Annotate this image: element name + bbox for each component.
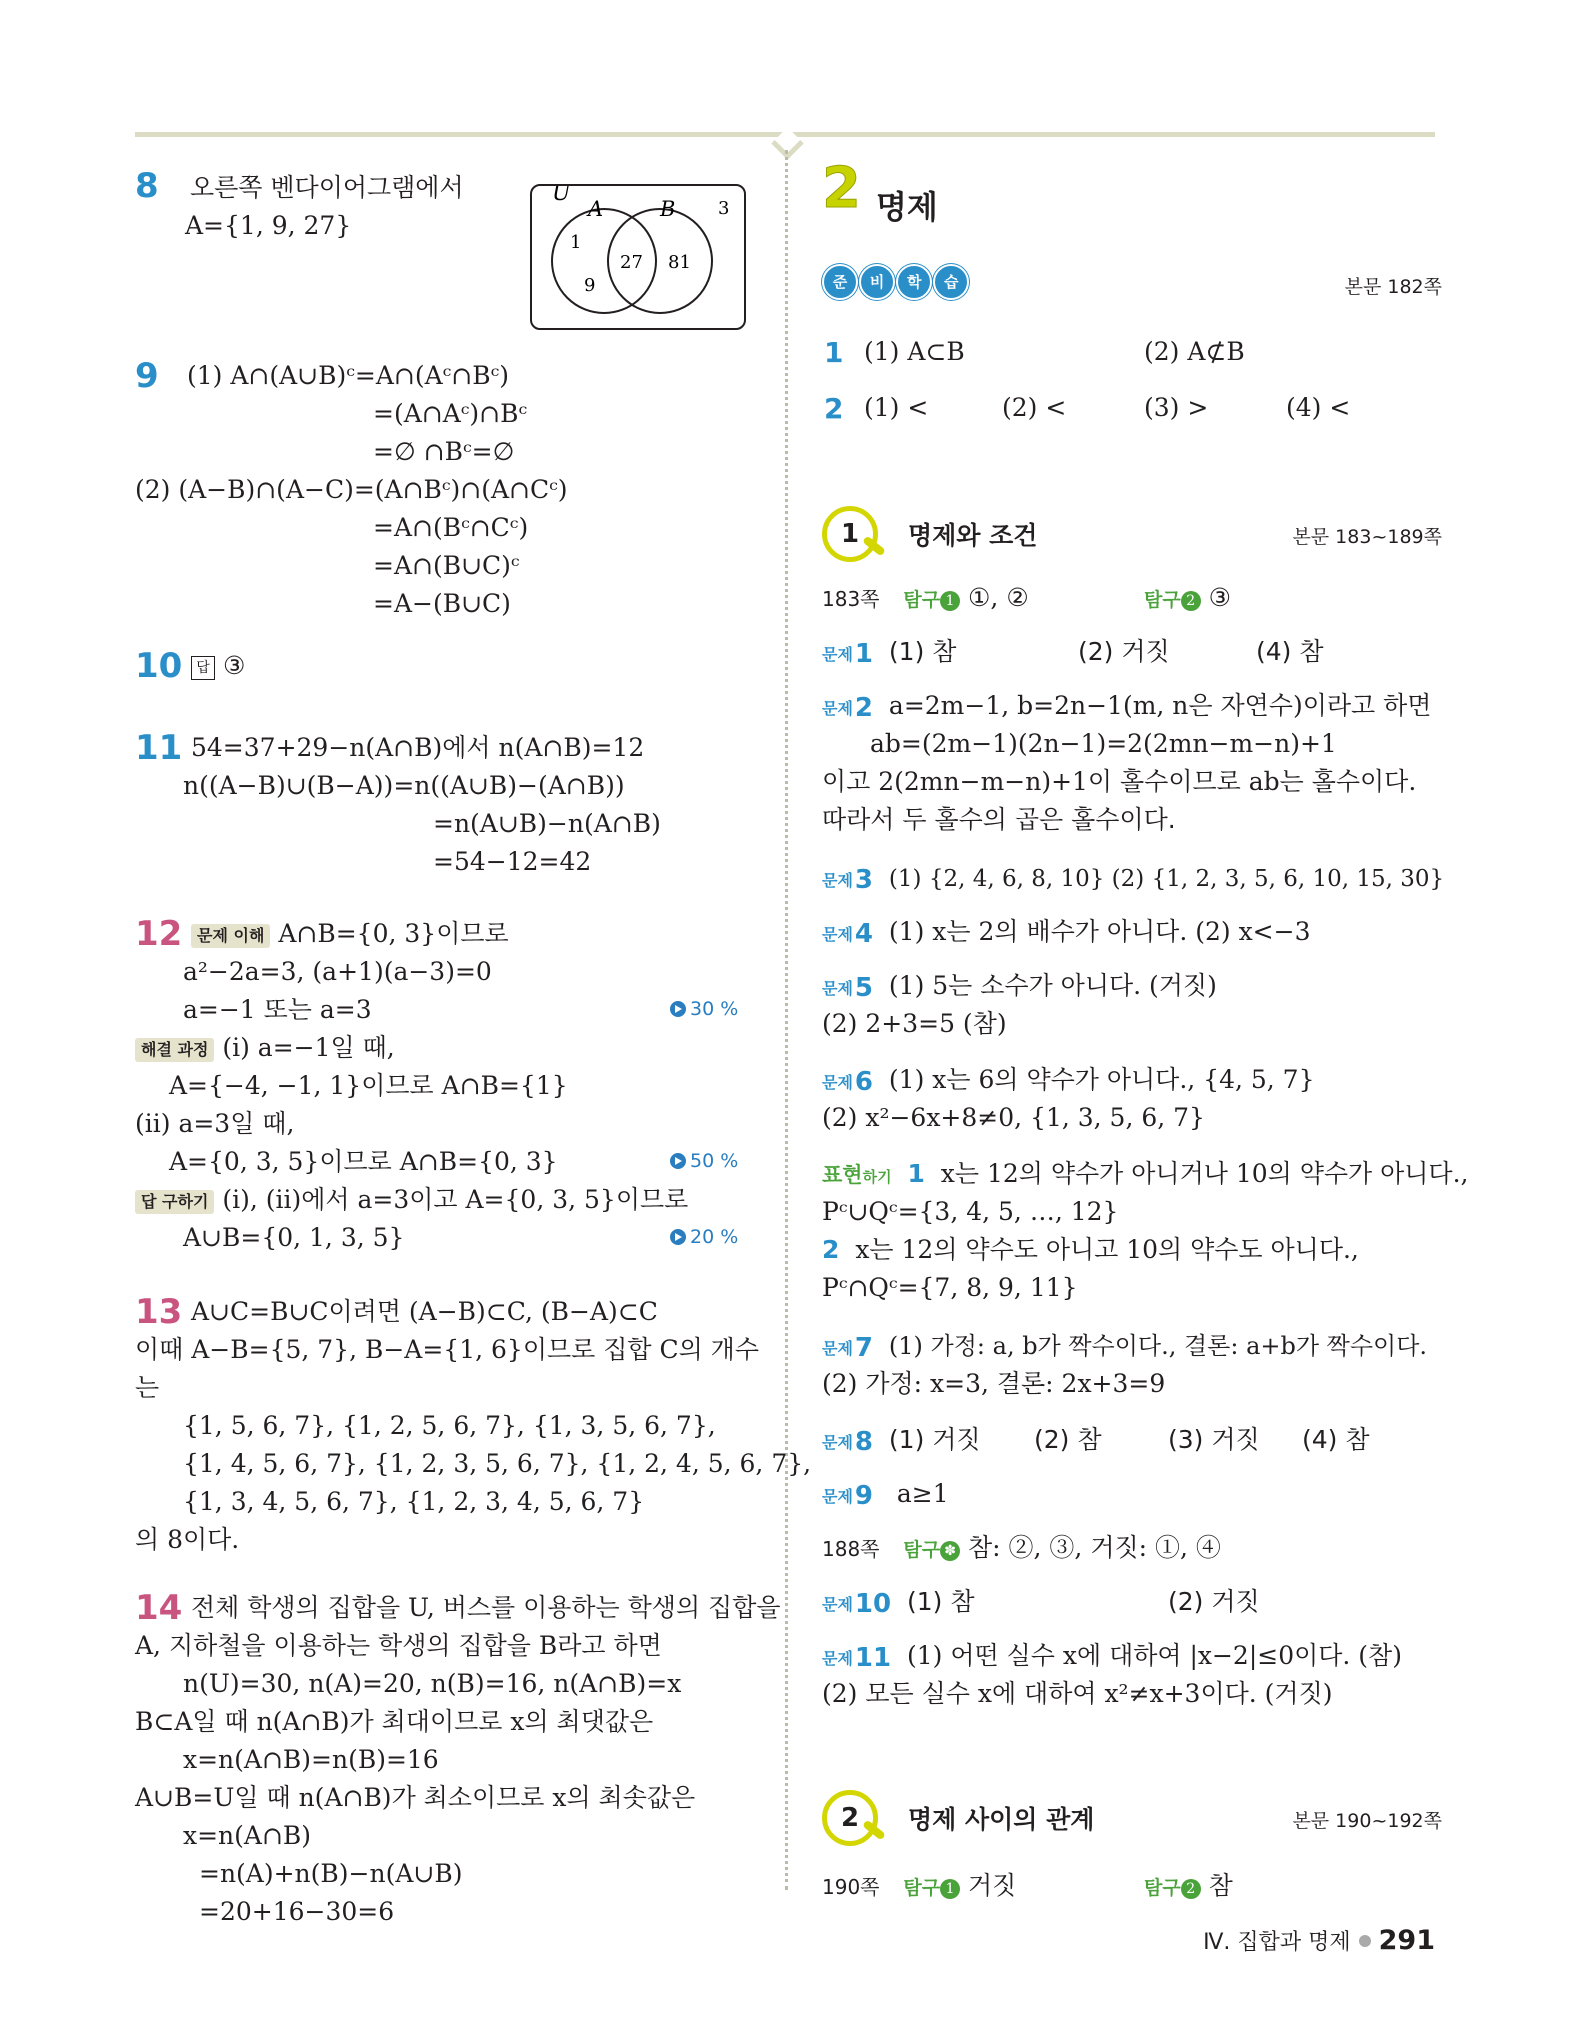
- page-footer: [1203, 1925, 1435, 1956]
- problem-9-line: (1) A∩(A∪B)ᶜ=A∩(Aᶜ∩Bᶜ): [187, 361, 510, 390]
- venn-diagram-svg: [532, 186, 744, 328]
- problem-4: 문제4 (1) x는 2의 배수가 아니다. (2) x<−3: [822, 917, 1311, 949]
- problem-9-line: =(A∩Aᶜ)∩Bᶜ: [373, 399, 528, 428]
- problem-13-line: {1, 5, 6, 7}, {1, 2, 5, 6, 7}, {1, 3, 5, 6, 7},: [183, 1411, 716, 1440]
- problem-12-line-8: [135, 1184, 688, 1216]
- prep-badge: 학: [896, 264, 932, 300]
- explore-190: 190쪽 탐구 1 거짓: [822, 1871, 1017, 1900]
- explore-188: 188쪽 탐구 ✽ 참: ②, ③, 거짓: ①, ④: [822, 1533, 1221, 1562]
- problem-5: 문제5 (1) 5는 소수가 아니다. (거짓): [822, 971, 1217, 1003]
- prep-badge: 비: [859, 264, 895, 300]
- problem-12-text: A∩B={0, 3}이므로: [278, 919, 509, 948]
- problem-10-b: (2) 거짓: [1168, 1587, 1260, 1616]
- subsection-2-title: 명제 사이의 관계: [908, 1805, 1095, 1834]
- tag-understand: 문제 이해: [191, 924, 270, 948]
- subsection-1-ref: 본문 183~189쪽: [1292, 526, 1442, 548]
- problem-11-line: 54=37+29−n(A∩B)에서 n(A∩B)=12: [191, 733, 645, 762]
- problem-14-line: n(U)=30, n(A)=20, n(B)=16, n(A∩B)=x: [183, 1669, 682, 1698]
- subsection-1-title: 명제와 조건: [908, 521, 1038, 550]
- problem-7: 문제7 (1) 가정: a, b가 짝수이다., 결론: a+b가 짝수이다.: [822, 1332, 1428, 1363]
- problem-14-line: A∪B=U일 때 n(A∩B)가 최소이므로 x의 최솟값은: [135, 1783, 696, 1812]
- prep-1-a: (1) A⊂B: [864, 337, 965, 366]
- prep-2-number: 2: [824, 392, 844, 425]
- problem-3: 문제3 (1) {2, 4, 6, 8, 10} (2) {1, 2, 3, 5, 6, 10, 15, 30}: [822, 865, 1445, 895]
- venn-label-a: A: [588, 197, 604, 221]
- problem-7-line-2: (2) 가정: x=3, 결론: 2x+3=9: [822, 1369, 1166, 1398]
- problem-14-line: x=n(A∩B): [183, 1821, 312, 1850]
- venn-value-3: 3: [718, 198, 730, 219]
- problem-8-d: (4) 참: [1302, 1425, 1370, 1454]
- problem-12-line: A={0, 3, 5}이므로 A∩B={0, 3}: [169, 1147, 558, 1176]
- tag-process: 해결 과정: [135, 1038, 214, 1062]
- problem-8-number: 8: [135, 166, 159, 206]
- expression-1: 표현하기 1 x는 12의 약수가 아니거나 10의 약수가 아니다.,: [822, 1159, 1469, 1188]
- problem-13-line: A∪C=B∪C이려면 (A−B)⊂C, (B−A)⊂C: [191, 1297, 658, 1326]
- section-title: 명제: [876, 188, 938, 226]
- section-number: 2: [822, 156, 861, 221]
- prep-ref: 본문 182쪽: [1344, 276, 1442, 298]
- problem-2-line: ab=(2m−1)(2n−1)=2(2mn−m−n)+1: [870, 729, 1337, 758]
- prep-badges: [822, 264, 965, 300]
- problem-9-number: 9: [135, 356, 159, 396]
- problem-14-line: =n(A)+n(B)−n(A∪B): [199, 1859, 463, 1888]
- prep-2-c: (3) >: [1144, 393, 1209, 422]
- problem-14-line: =20+16−30=6: [199, 1897, 395, 1926]
- problem-12-line-4: [135, 1032, 395, 1064]
- problem-2: 문제2 a=2m−1, b=2n−1(m, n은 자연수)이라고 하면: [822, 691, 1432, 723]
- problem-9-line: =∅ ∩Bᶜ=∅: [373, 437, 515, 466]
- problem-11-number: 11: [135, 728, 183, 768]
- score-20: 20 %: [670, 1226, 738, 1248]
- problem-10-answer-value: ③: [222, 651, 246, 680]
- problem-14-line: 전체 학생의 집합을 U, 버스를 이용하는 학생의 집합을: [191, 1593, 781, 1622]
- problem-11-line: =54−12=42: [433, 847, 592, 876]
- problem-14-line: x=n(A∩B)=n(B)=16: [183, 1745, 439, 1774]
- page-number: 291: [1378, 1925, 1435, 1956]
- problem-8-b: (2) 참: [1034, 1425, 1102, 1454]
- problem-12-text: (i) a=−1일 때,: [222, 1033, 395, 1062]
- problem-11-line-2: (2) 모든 실수 x에 대하여 x²≠x+3이다. (거짓): [822, 1679, 1333, 1708]
- problem-13-number: 13: [135, 1292, 183, 1332]
- venn-value-1: 1: [570, 232, 582, 253]
- problem-8-line-2: A={1, 9, 27}: [185, 211, 352, 240]
- footer-dot-icon: [1359, 1935, 1371, 1947]
- problem-12-line: A={−4, −1, 1}이므로 A∩B={1}: [169, 1071, 568, 1100]
- problem-12-line: A∪B={0, 1, 3, 5}: [183, 1223, 405, 1252]
- problem-1-c: (4) 참: [1256, 637, 1324, 666]
- play-icon: [670, 1153, 686, 1169]
- prep-2-b: (2) <: [1002, 393, 1067, 422]
- venn-value-81: 81: [668, 252, 691, 273]
- problem-10-answer: [191, 650, 245, 682]
- problem-12-line: a²−2a=3, (a+1)(a−3)=0: [183, 957, 492, 986]
- problem-1: 문제1 (1) 참: [822, 637, 957, 669]
- problem-8-line-1: 오른쪽 벤다이어그램에서: [190, 173, 464, 202]
- problem-6-line-2: (2) x²−6x+8≠0, {1, 3, 5, 6, 7}: [822, 1103, 1205, 1132]
- prep-2-a: (1) <: [864, 393, 929, 422]
- play-icon: [670, 1001, 686, 1017]
- prep-1-b: (2) A⊄B: [1144, 337, 1245, 366]
- tag-answer: 답 구하기: [135, 1190, 214, 1214]
- prep-1-number: 1: [824, 336, 844, 369]
- problem-12-text: (i), (ii)에서 a=3이고 A={0, 3, 5}이므로: [222, 1185, 689, 1214]
- venn-value-9: 9: [584, 275, 596, 296]
- problem-13-line: 이때 A−B={5, 7}, B−A={1, 6}이므로 집합 C의 개수: [135, 1335, 759, 1364]
- problem-11-line: =n(A∪B)−n(A∩B): [433, 809, 661, 838]
- problem-6: 문제6 (1) x는 6의 약수가 아니다., {4, 5, 7}: [822, 1065, 1315, 1097]
- problem-13-line: 의 8이다.: [135, 1525, 240, 1554]
- expression-2: 2 x는 12의 약수도 아니고 10의 약수도 아니다.,: [822, 1235, 1359, 1264]
- problem-5-line-2: (2) 2+3=5 (참): [822, 1009, 1007, 1038]
- subsection-1-icon: 1: [822, 506, 878, 562]
- venn-value-27: 27: [620, 252, 643, 273]
- problem-13-line: {1, 4, 5, 6, 7}, {1, 2, 3, 5, 6, 7}, {1, 2, 4, 5, 6, 7},: [183, 1449, 812, 1478]
- problem-10-number: 10: [135, 646, 183, 686]
- problem-1-b: (2) 거짓: [1078, 637, 1170, 666]
- venn-diagram: [530, 184, 746, 330]
- problem-9-line: =A−(B∪C): [373, 589, 511, 618]
- problem-11: 문제11 (1) 어떤 실수 x에 대하여 |x−2|≤0이다. (참): [822, 1641, 1402, 1673]
- score-30: 30 %: [670, 998, 738, 1020]
- problem-9-line: =A∩(B∪C)ᶜ: [373, 551, 520, 580]
- problem-10: 문제10 (1) 참: [822, 1587, 975, 1619]
- explore-183: 183쪽 탐구 1 ①, ②: [822, 583, 1029, 612]
- problem-12-line: a=−1 또는 a=3: [183, 995, 372, 1024]
- problem-12-line-1: [191, 918, 509, 950]
- venn-label-u: U: [552, 186, 571, 206]
- problem-12-line: (ii) a=3일 때,: [135, 1109, 295, 1138]
- venn-label-b: B: [660, 197, 676, 221]
- problem-13-line: {1, 3, 4, 5, 6, 7}, {1, 2, 3, 4, 5, 6, 7}: [183, 1487, 645, 1516]
- column-divider: [785, 150, 788, 1890]
- problem-14-number: 14: [135, 1588, 183, 1628]
- problem-8-c: (3) 거짓: [1168, 1425, 1260, 1454]
- problem-13-line: 는: [135, 1373, 160, 1402]
- problem-9-line: (2) (A−B)∩(A−C)=(A∩Bᶜ)∩(A∩Cᶜ): [135, 475, 568, 504]
- prep-badge: 습: [933, 264, 969, 300]
- answer-icon: 답: [191, 656, 215, 680]
- explore-183-2: 탐구 2 ③: [1144, 583, 1232, 612]
- problem-8: 문제8 (1) 거짓: [822, 1425, 981, 1457]
- score-50: 50 %: [670, 1150, 738, 1172]
- problem-11-line: n((A−B)∪(B−A))=n((A∪B)−(A∩B)): [183, 771, 625, 800]
- prep-badge: 준: [822, 264, 858, 300]
- subsection-2-ref: 본문 190~192쪽: [1292, 1810, 1442, 1832]
- play-icon: [670, 1229, 686, 1245]
- problem-9: 문제9 a≥1: [822, 1479, 949, 1511]
- problem-2-line: 이고 2(2mn−m−n)+1이 홀수이므로 ab는 홀수이다.: [822, 767, 1417, 796]
- footer-chapter: Ⅳ. 집합과 명제: [1203, 1930, 1351, 1955]
- subsection-2-icon: 2: [822, 1790, 878, 1846]
- problem-2-line: 따라서 두 홀수의 곱은 홀수이다.: [822, 805, 1176, 834]
- explore-190-2: 탐구 2 참: [1144, 1871, 1233, 1900]
- problem-14-line: B⊂A일 때 n(A∩B)가 최대이므로 x의 최댓값은: [135, 1707, 654, 1736]
- prep-2-d: (4) <: [1286, 393, 1351, 422]
- problem-14-line: A, 지하철을 이용하는 학생의 집합을 B라고 하면: [135, 1631, 662, 1660]
- expression-1-set: Pᶜ∪Qᶜ={3, 4, 5, …, 12}: [822, 1197, 1119, 1226]
- expression-2-set: Pᶜ∩Qᶜ={7, 8, 9, 11}: [822, 1273, 1078, 1302]
- problem-12-number: 12: [135, 914, 183, 954]
- problem-9-line: =A∩(Bᶜ∩Cᶜ): [373, 513, 529, 542]
